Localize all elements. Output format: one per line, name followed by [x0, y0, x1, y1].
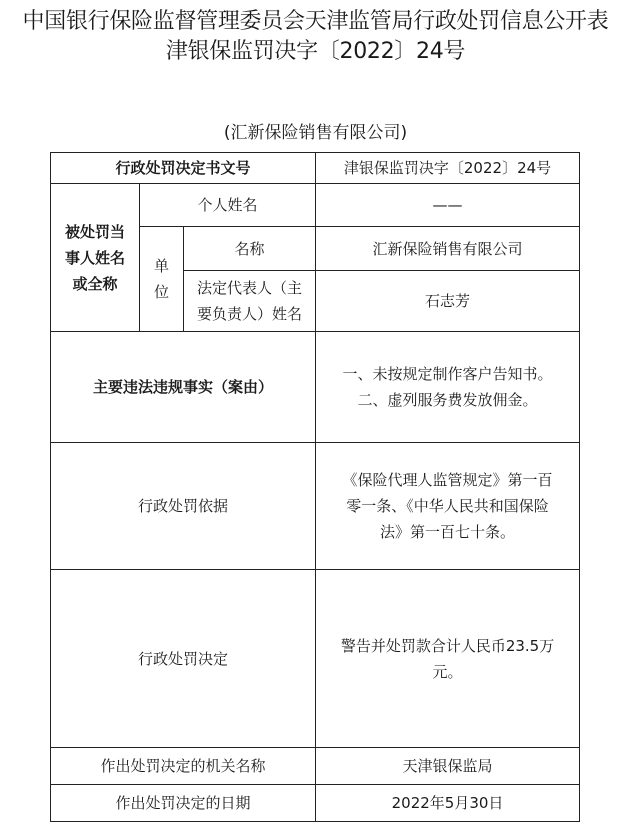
- legal-rep-label-line: 法定代表人（主: [197, 279, 303, 297]
- row-decision: [51, 570, 580, 748]
- unit-label: [140, 227, 184, 332]
- company-subtitle: (汇新保险销售有限公司): [223, 123, 408, 143]
- party-label-line: 事人姓名: [64, 248, 125, 267]
- date-value: 2022年5月30日: [316, 785, 580, 822]
- doc-no-label: 行政处罚决定书文号: [51, 153, 316, 184]
- unit-name-value: 汇新保险销售有限公司: [316, 227, 580, 271]
- decision-label: 行政处罚决定: [51, 570, 316, 748]
- unit-name-label: 名称: [184, 227, 316, 271]
- legal-rep-label-line: 要负责人）姓名: [197, 305, 303, 323]
- facts-label: 主要违法违规事实（案由）: [51, 332, 316, 443]
- basis-label: 行政处罚依据: [51, 443, 316, 570]
- row-facts: [51, 332, 580, 443]
- decision-value: [316, 570, 580, 748]
- row-basis: [51, 443, 580, 570]
- decision-line: 元。: [432, 662, 463, 681]
- individual-label: 个人姓名: [140, 184, 316, 227]
- party-label-line: 或全称: [72, 274, 118, 293]
- row-authority: [51, 748, 580, 785]
- row-doc-no: [51, 153, 580, 184]
- basis-line: 零一条、《中华人民共和国保险: [346, 497, 549, 515]
- date-label: 作出处罚决定的日期: [51, 785, 316, 822]
- unit-label-line: 位: [153, 283, 169, 301]
- doc-no-value: 津银保监罚决字〔2022〕24号: [316, 153, 580, 184]
- facts-line: 一、未按规定制作客户告知书。: [342, 365, 553, 383]
- facts-line: 二、虚列服务费发放佣金。: [357, 391, 538, 409]
- penalty-info-table: [50, 152, 580, 822]
- row-individual: [51, 184, 580, 227]
- party-label-line: 被处罚当: [64, 222, 125, 241]
- decision-line: 警告并处罚款合计人民币23.5万: [340, 636, 555, 655]
- page-title-line-2: 津银保监罚决字〔2022〕24号: [165, 39, 466, 64]
- row-date: [51, 785, 580, 822]
- basis-line: 《保险代理人监管规定》第一百: [342, 471, 553, 489]
- unit-label-line: 单: [153, 257, 169, 275]
- authority-label: 作出处罚决定的机关名称: [51, 748, 316, 785]
- facts-value: [316, 332, 580, 443]
- authority-value: 天津银保监局: [316, 748, 580, 785]
- page-title-line-1: 中国银行保险监督管理委员会天津监管局行政处罚信息公开表: [22, 9, 609, 34]
- basis-line: 法》第一百七十条。: [380, 523, 516, 541]
- individual-value: ——: [316, 184, 580, 227]
- basis-value: [316, 443, 580, 570]
- party-label: [51, 184, 140, 332]
- legal-rep-label: [184, 271, 316, 332]
- legal-rep-value: 石志芳: [316, 271, 580, 332]
